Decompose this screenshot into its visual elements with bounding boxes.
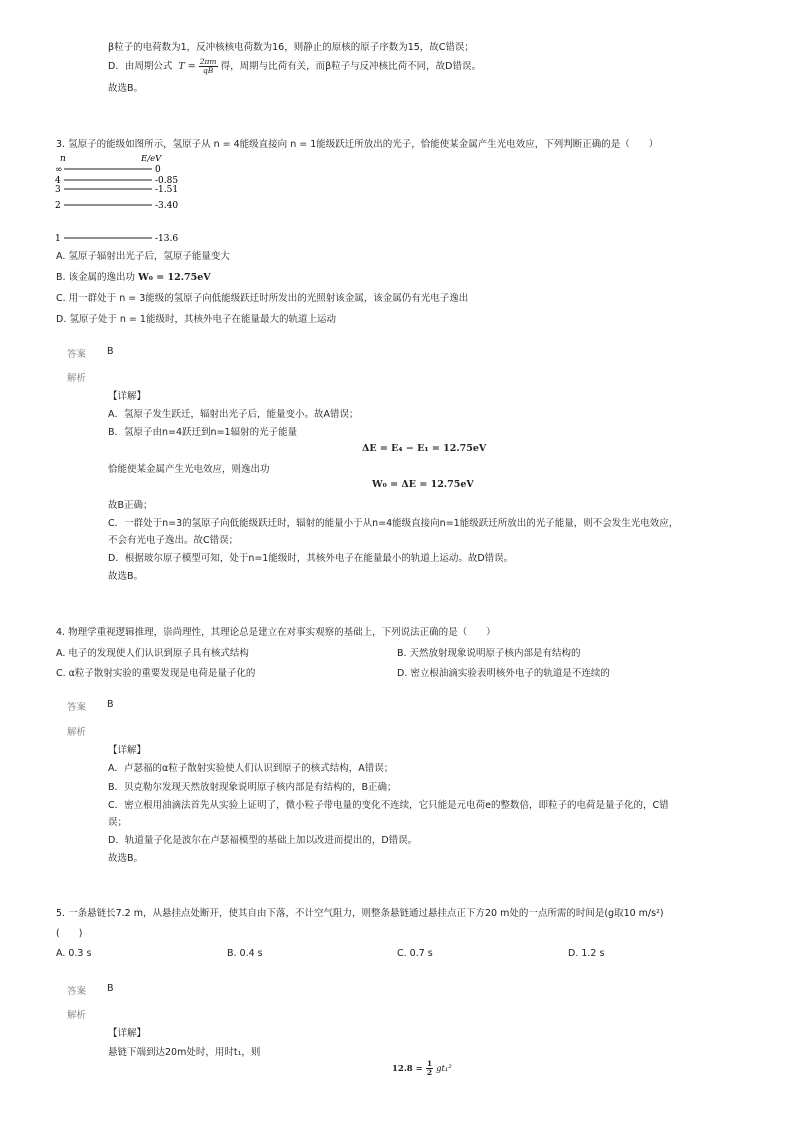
q5-equation: 12.8 = $\frac{1}{2}$ gt₁² xyxy=(392,1059,452,1077)
q3-middle-text: 恰能使某金属产生光电效应，则逸出功 xyxy=(108,464,270,475)
q3-equation-1: ΔE = E₄ − E₁ = 12.75eV xyxy=(362,443,487,454)
prev-solution-formula-line: D．由周期公式 T = $\frac{2\pi m}{qB}$ 得，周期与比荷有关，而β粒子与反冲核比荷不同，故D错误。 xyxy=(108,57,481,75)
q4-line: C．密立根用油滴法首先从实验上证明了，微小粒子带电量的变化不连续，它只能是元电荷e的整数倍，即粒子的电荷是量子化的，C错 xyxy=(108,800,669,811)
q3-line: 故B正确； xyxy=(108,500,153,511)
axis-e-label: E/eV xyxy=(141,154,162,164)
energy-level-n-label: 2 xyxy=(55,201,61,211)
prev-conclusion: 故选B。 xyxy=(108,83,144,94)
q5-option-d: D. 1.2 s xyxy=(568,948,605,959)
q4-line: A．卢瑟福的α粒子散射实验使人们认识到原子的核式结构，A错误； xyxy=(108,763,394,774)
q3-line: 不会有光电子逸出。故C错误； xyxy=(108,535,239,546)
q3-analysis-label: 解析 xyxy=(67,373,87,384)
q3-line-a: A．氢原子发生跃迁，辐射出光子后，能量变小。故A错误； xyxy=(108,409,359,420)
energy-level-n-label: 4 xyxy=(55,176,61,186)
q3-line: 故选B。 xyxy=(108,571,144,582)
q4-line: B．贝克勒尔发现天然放射现象说明原子核内部是有结构的，B正确； xyxy=(108,782,397,793)
q4-line: 误； xyxy=(108,817,128,828)
q5-detail-title: 【详解】 xyxy=(108,1028,147,1039)
q3-detail-title: 【详解】 xyxy=(108,391,147,402)
q4-option-b: B. 天然放射现象说明原子核内部是有结构的 xyxy=(397,648,581,659)
energy-level-n-label: 3 xyxy=(55,185,61,195)
q3-line: D．根据玻尔原子模型可知，处于n=1能级时，其核外电子在能量最小的轨道上运动。故D错误。 xyxy=(108,553,514,564)
q3-answer-label: 答案 xyxy=(67,349,87,360)
energy-level-n-label: ∞ xyxy=(55,165,63,175)
q3-answer: B xyxy=(107,346,114,357)
q3-option-c: C. 用一群处于 n = 3能级的氢原子向低能级跃迁时所发出的光照射该金属，该金属仍有光电子逸出 xyxy=(56,293,469,304)
energy-level-e-label: -13.6 xyxy=(155,234,179,244)
q3-line-b: B．氢原子由n=4跃迁到n=1辐射的光子能量 xyxy=(108,427,298,438)
q5-option-c: C. 0.7 s xyxy=(397,948,433,959)
q4-line: D．轨道量子化是波尔在卢瑟福模型的基础上加以改进而提出的，D错误。 xyxy=(108,835,418,846)
q5-answer-label: 答案 xyxy=(67,986,87,997)
q3-stem: 3. 氢原子的能级如图所示，氢原子从 n = 4能级直接向 n = 1能级跃迁所放出的光子，恰能使某金属产生光电效应，下列判断正确的是（ ） xyxy=(56,139,659,150)
q5-answer: B xyxy=(107,983,114,994)
q4-analysis-label: 解析 xyxy=(67,727,87,738)
q5-stem: 5. 一条悬链长7.2 m，从悬挂点处断开，使其自由下落，不计空气阻力，则整条悬链通过悬挂点正下方20 m处的一点所需的时间是(g取10 m/s²) xyxy=(56,908,664,919)
q4-answer-label: 答案 xyxy=(67,702,87,713)
period-fraction: $\frac{2\pi m}{qB}$ xyxy=(199,57,217,75)
q3-option-b: B. 该金属的逸出功 W₀ = 12.75eV xyxy=(56,272,211,283)
q5-option-a: A. 0.3 s xyxy=(56,948,92,959)
q4-option-c: C. α粒子散射实验的重要发现是电荷是量子化的 xyxy=(56,668,256,679)
q5-analysis-label: 解析 xyxy=(67,1010,87,1021)
q3-option-a: A. 氢原子辐射出光子后，氢原子能量变大 xyxy=(56,251,230,262)
q4-line: 故选B。 xyxy=(108,853,144,864)
q4-option-a: A. 电子的发现使人们认识到原子具有核式结构 xyxy=(56,648,249,659)
energy-level-e-label: -1.51 xyxy=(155,185,179,195)
q4-detail-title: 【详解】 xyxy=(108,745,147,756)
energy-level-diagram xyxy=(54,150,184,246)
axis-n-label: n xyxy=(60,154,66,164)
q5-line: 悬链下端到达20m处时，用时t₁，则 xyxy=(108,1047,261,1058)
energy-level-e-label: -3.40 xyxy=(155,201,179,211)
q4-stem: 4. 物理学重视逻辑推理，崇尚理性，其理论总是建立在对事实观察的基础上，下列说法正确的是（ ） xyxy=(56,627,496,638)
energy-level-n-label: 1 xyxy=(55,234,61,244)
q3-equation-2: W₀ = ΔE = 12.75eV xyxy=(372,479,474,490)
q3-line: C．一群处于n=3的氢原子向低能级跃迁时，辐射的能量小于从n=4能级直接向n=1能级跃迁所放出的光子能量，则不会发生光电效应， xyxy=(108,518,679,529)
prev-solution-line: β粒子的电荷数为1，反冲核核电荷数为16，则静止的原核的原子序数为15，故C错误； xyxy=(108,42,474,53)
energy-level-e-label: -0.85 xyxy=(155,176,179,186)
q4-option-d: D. 密立根油滴实验表明核外电子的轨道是不连续的 xyxy=(397,668,610,679)
q5-stem-blank: ( ) xyxy=(56,928,83,939)
half-fraction: $\frac{1}{2}$ xyxy=(426,1059,433,1077)
q3-option-d: D. 氢原子处于 n = 1能级时，其核外电子在能量最大的轨道上运动 xyxy=(56,314,336,325)
energy-level-e-label: 0 xyxy=(155,165,161,175)
q5-option-b: B. 0.4 s xyxy=(227,948,263,959)
q4-answer: B xyxy=(107,699,114,710)
